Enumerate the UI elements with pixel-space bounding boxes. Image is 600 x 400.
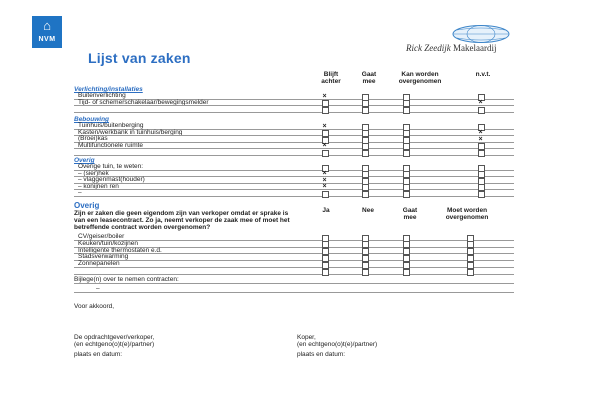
checkbox[interactable] bbox=[322, 191, 329, 198]
column-header-gaat-mee bbox=[356, 71, 382, 85]
column-header-moet-worden-overgenomen bbox=[440, 207, 494, 221]
section-title: Verlichting/installaties bbox=[74, 86, 143, 93]
checkbox[interactable] bbox=[362, 191, 369, 198]
checkbox[interactable] bbox=[322, 107, 329, 114]
lease-row-label: Keuken/tuin/kozijnen bbox=[78, 239, 138, 247]
row-rule bbox=[74, 253, 514, 254]
checked-mark-icon[interactable]: × bbox=[478, 129, 483, 137]
nvm-logo bbox=[32, 16, 62, 48]
row-rule bbox=[74, 267, 514, 268]
lease-row-label: Stadsverwarming bbox=[78, 253, 129, 261]
checklist-row-label: Buitenverlichting bbox=[78, 92, 126, 99]
checked-mark-icon[interactable]: × bbox=[322, 122, 327, 130]
agency-name-rest: Makelaardij bbox=[452, 43, 497, 53]
row-rule bbox=[74, 170, 514, 171]
column-header-blijft-achter bbox=[318, 71, 344, 85]
row-rule bbox=[74, 292, 514, 293]
column-header-line: overgenomen bbox=[445, 214, 489, 221]
checkbox[interactable] bbox=[362, 269, 369, 276]
buyer-label: Koper, bbox=[297, 334, 316, 341]
column-header-line: mee bbox=[362, 78, 376, 85]
section-title: Overig bbox=[74, 157, 95, 164]
column-header-line: Moet worden bbox=[446, 207, 488, 214]
nvm-logo-icon: ⌂ bbox=[43, 18, 51, 33]
column-header-nvt: n.v.t. bbox=[475, 71, 491, 78]
checkbox[interactable] bbox=[403, 269, 410, 276]
agency-globe-icon bbox=[449, 24, 513, 44]
seller-place-date: plaats en datum: bbox=[74, 351, 123, 358]
row-rule bbox=[74, 148, 514, 149]
column-header-kan-worden-overgenomen bbox=[396, 71, 444, 85]
column-header-line: overgenomen bbox=[398, 78, 442, 85]
column-header-nee: Nee bbox=[362, 207, 374, 214]
checkbox[interactable] bbox=[322, 269, 329, 276]
overig-question: Zijn er zaken die geen eigendom zijn van verkoper omdat er sprake is van een leasecontract. Zo ja, neemt verkoper de zaak mee of moet het betreffende contract worden overgenomen? bbox=[74, 210, 290, 231]
contracts-label: Bijlege(n) over te nemen contracten: bbox=[74, 276, 179, 283]
column-header-line: Kan worden bbox=[401, 71, 439, 78]
checked-mark-icon[interactable]: × bbox=[478, 99, 483, 107]
checked-mark-icon[interactable]: × bbox=[322, 92, 327, 100]
checkbox[interactable] bbox=[322, 150, 329, 157]
checkbox[interactable] bbox=[362, 150, 369, 157]
seller-partner-label: (en echtgeno(o)t(e)/partner) bbox=[74, 341, 155, 348]
checkbox[interactable] bbox=[478, 107, 485, 114]
seller-label: De opdrachtgever/verkoper, bbox=[74, 334, 155, 341]
agency-name bbox=[406, 43, 496, 53]
lease-row-label: Intelligente thermostaten e.d. bbox=[78, 246, 162, 254]
checklist-row-label: – vlaggenmast(houder) bbox=[78, 176, 145, 184]
row-rule bbox=[74, 274, 514, 275]
nvm-logo-text: NVM bbox=[38, 36, 56, 43]
section-title: Bebouwing bbox=[74, 116, 110, 123]
row-rule bbox=[74, 283, 514, 284]
checkbox[interactable] bbox=[362, 107, 369, 114]
checklist-row-label: Kasten/werkbank in tuinhuis/berging bbox=[78, 128, 183, 136]
buyer-partner-label: (en echtgeno(o)t(e)/partner) bbox=[297, 341, 378, 348]
lease-row-label: CV/geiser/boiler bbox=[78, 233, 125, 240]
checklist-row-label: – konijnen ren bbox=[78, 182, 119, 190]
checklist-row-label: – bbox=[78, 189, 82, 197]
checklist-row-label: Tuinhuis/buitenberging bbox=[78, 122, 144, 129]
checkbox[interactable] bbox=[467, 269, 474, 276]
checked-mark-icon[interactable]: × bbox=[322, 170, 327, 178]
lease-row-label: Zonnepanelen bbox=[78, 260, 120, 268]
row-rule bbox=[74, 196, 514, 197]
checkbox[interactable] bbox=[478, 191, 485, 198]
checkbox[interactable] bbox=[403, 107, 410, 114]
overig-section-title: Overig bbox=[74, 201, 100, 210]
checklist-row-label: Tijd- of schemerschakelaar/bewegingsmelder bbox=[78, 98, 209, 106]
buyer-place-date: plaats en datum: bbox=[297, 351, 346, 358]
agreed-text: Voor akkoord, bbox=[74, 303, 115, 310]
checked-mark-icon[interactable]: × bbox=[478, 135, 483, 143]
row-rule bbox=[74, 189, 514, 190]
row-rule bbox=[74, 135, 514, 136]
column-header-ja: Ja bbox=[322, 207, 330, 214]
agency-name-italic: Rick Zeedijk bbox=[406, 43, 451, 53]
checklist-row-label: Multifunctionele ruimte bbox=[78, 141, 144, 149]
checklist-row-label: – (sier)hek bbox=[78, 169, 109, 177]
checkbox[interactable] bbox=[403, 191, 410, 198]
row-rule bbox=[74, 112, 514, 113]
column-header-line: Gaat bbox=[361, 71, 377, 78]
row-rule bbox=[74, 240, 514, 241]
column-header-line: Gaat bbox=[402, 207, 418, 214]
row-rule bbox=[74, 183, 514, 184]
checkbox[interactable] bbox=[403, 150, 410, 157]
checkbox[interactable] bbox=[478, 150, 485, 157]
checked-mark-icon[interactable]: × bbox=[322, 176, 327, 184]
column-header-line: Blijft bbox=[323, 71, 339, 78]
row-rule bbox=[74, 260, 514, 261]
column-header-line: achter bbox=[321, 78, 341, 85]
contracts-line: – bbox=[96, 285, 100, 292]
checked-mark-icon[interactable]: × bbox=[322, 142, 327, 150]
checklist-row-label: Overige tuin, te weten: bbox=[78, 163, 144, 170]
checklist-row-label: (Broei)kas bbox=[78, 135, 108, 143]
document-title: Lijst van zaken bbox=[88, 50, 191, 66]
column-header-gaat-mee-2 bbox=[398, 207, 422, 221]
row-rule bbox=[74, 105, 514, 106]
row-rule bbox=[74, 155, 514, 156]
checked-mark-icon[interactable]: × bbox=[322, 183, 327, 191]
column-header-line: mee bbox=[403, 214, 417, 221]
